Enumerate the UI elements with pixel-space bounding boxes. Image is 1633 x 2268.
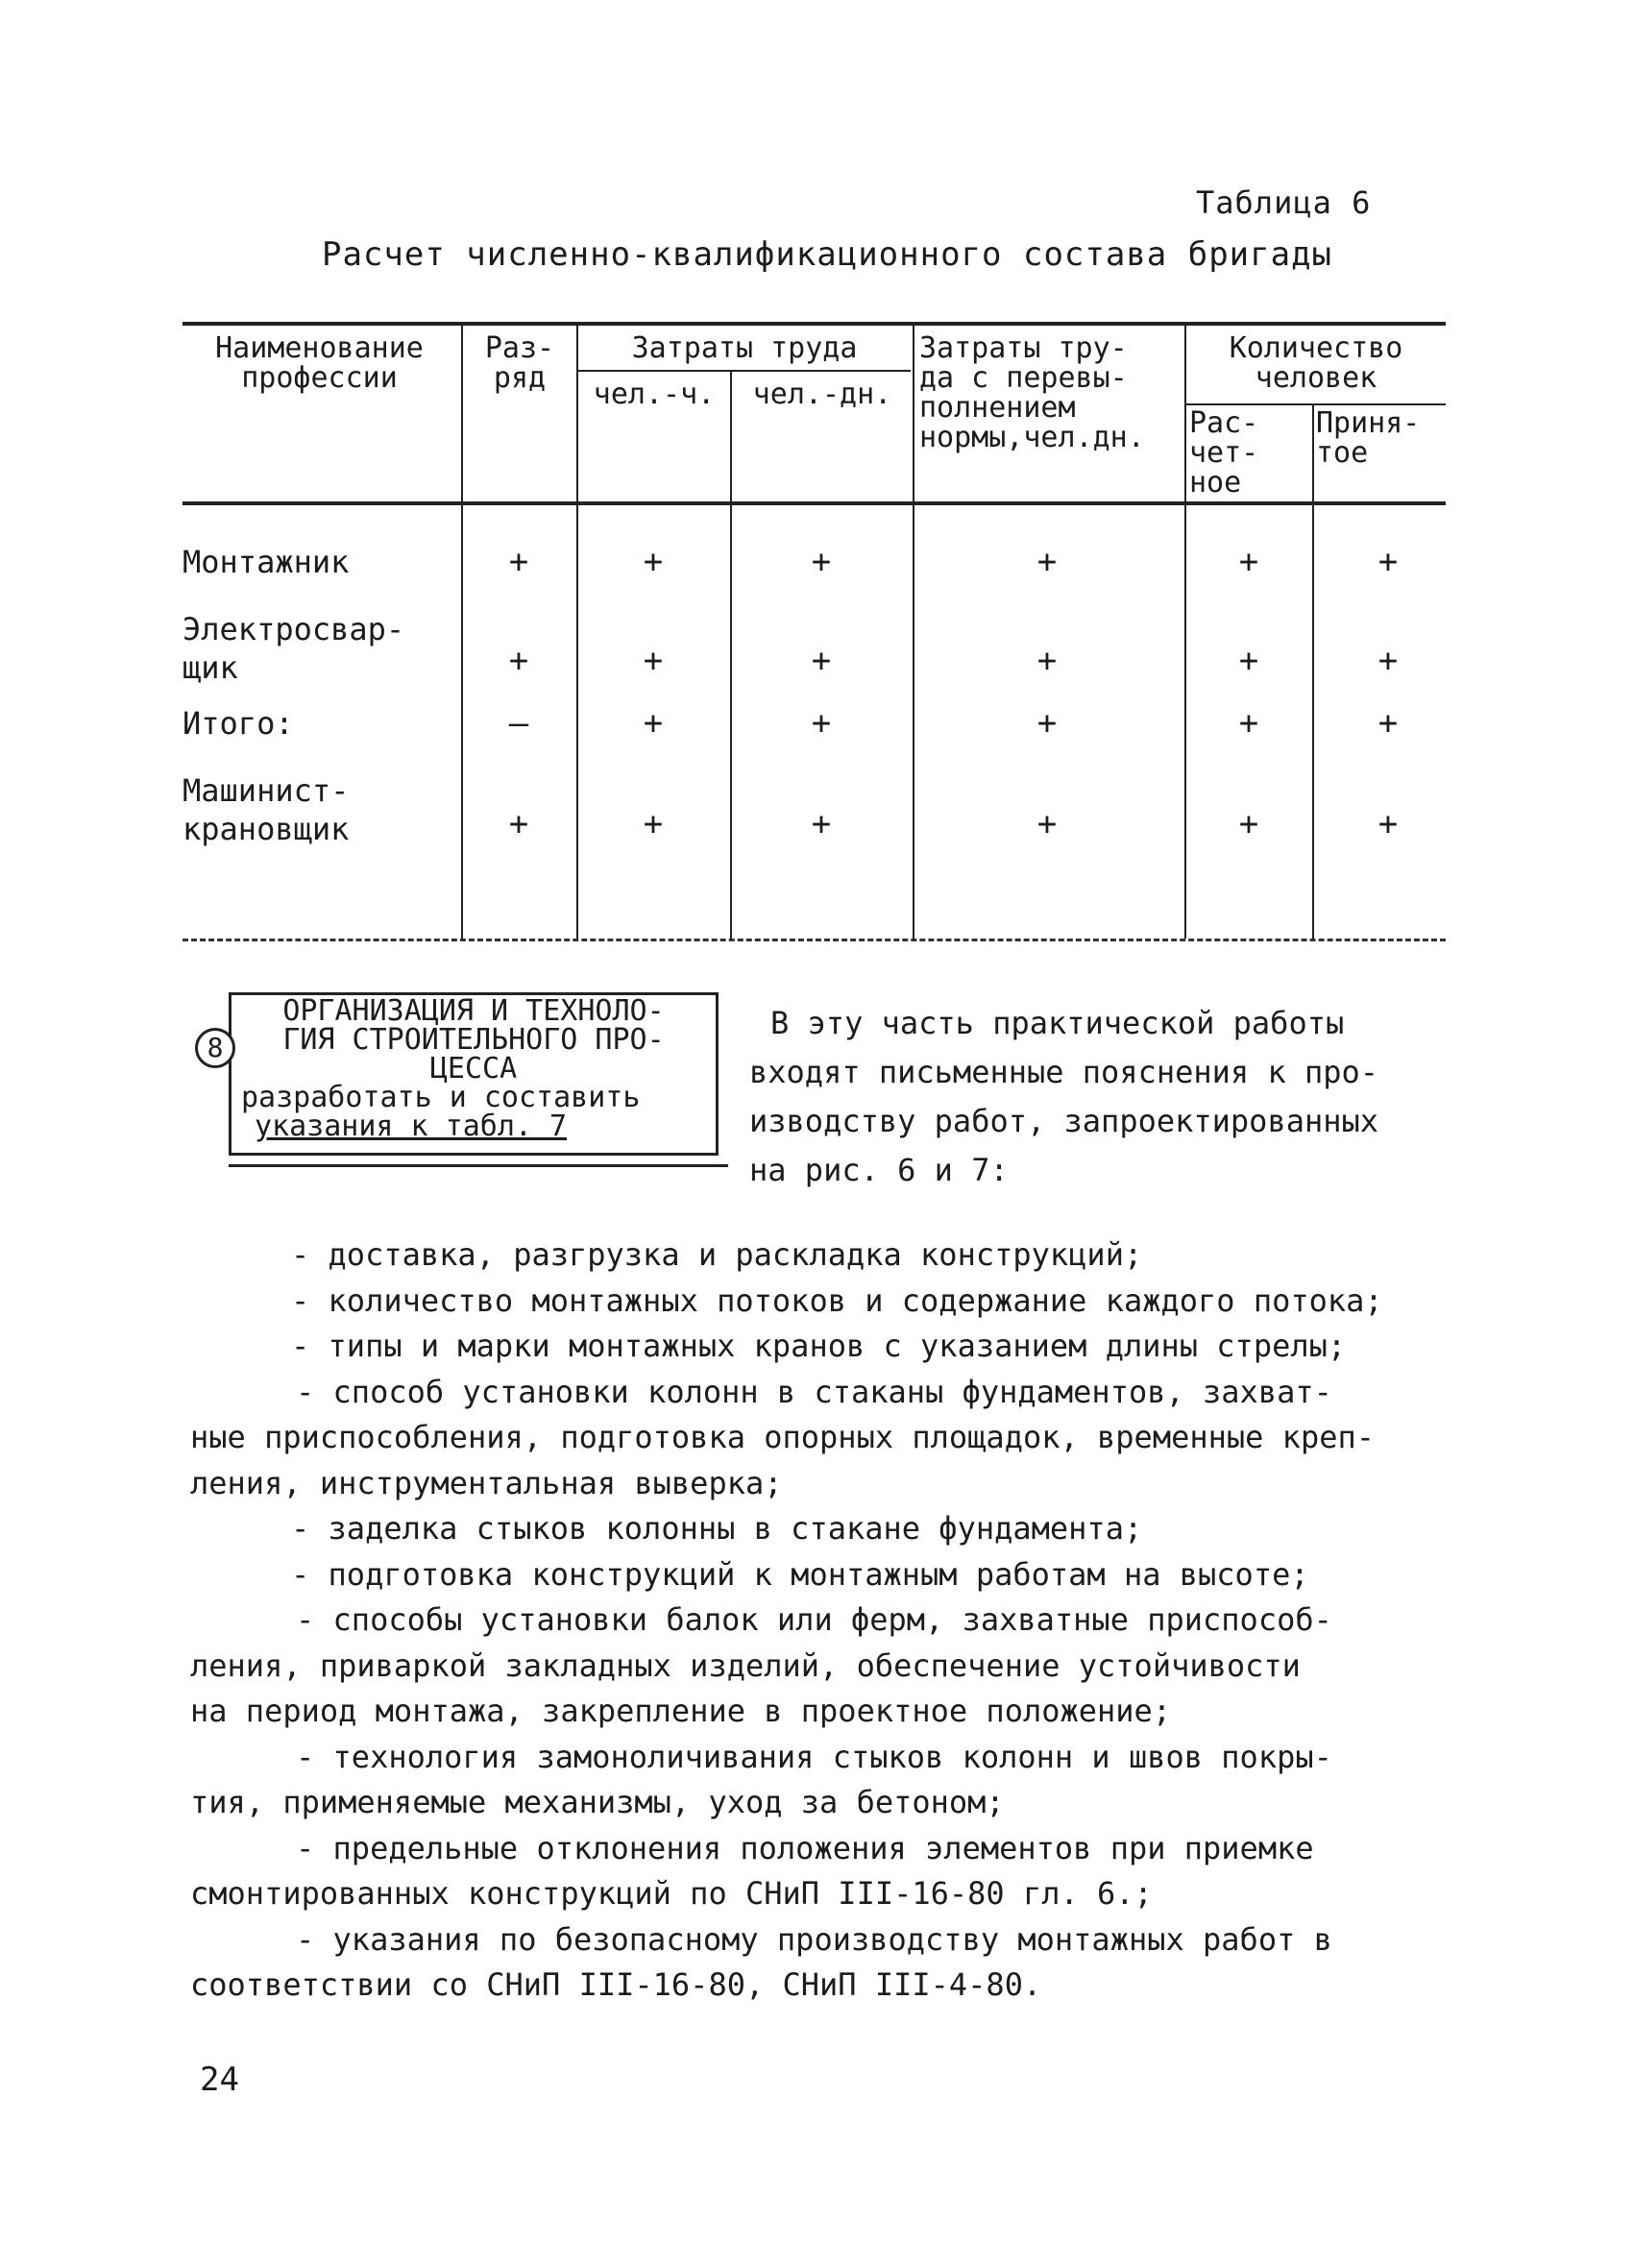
cell-mark: +	[811, 704, 832, 743]
table-bottom-rule	[183, 939, 1446, 941]
cell-mark: +	[811, 543, 832, 581]
cell-mark: +	[1377, 642, 1399, 680]
crew-table	[183, 322, 1446, 946]
section-intro	[749, 999, 1422, 1195]
header-line: Затраты тру-	[919, 331, 1128, 365]
header-line: Количество	[1229, 331, 1403, 365]
header-line: профессии	[241, 361, 398, 395]
header-labor-days: чел.-дн.	[752, 378, 892, 411]
list-line: - доставка, разгрузка и раскладка конструкций;	[291, 1236, 1143, 1273]
header-line: да с перевы-	[919, 361, 1128, 395]
requirements-list	[190, 1232, 1468, 2009]
col-divider	[1184, 322, 1186, 939]
page-number: 24	[200, 2061, 239, 2099]
cell-mark: +	[1238, 642, 1259, 680]
list-line: ления, приваркой закладных изделий, обеспечение устойчивости	[190, 1646, 1301, 1684]
cell-mark: +	[1377, 805, 1399, 843]
cell-mark: +	[1238, 704, 1259, 743]
intro-line: изводству работ, запроектированных	[749, 1103, 1379, 1139]
intro-line: на рис. 6 и 7:	[749, 1152, 1009, 1188]
header-labor-hours: чел.-ч.	[593, 378, 716, 411]
header-line: полнением	[919, 391, 1076, 425]
row-label-line: крановщик	[183, 811, 350, 847]
header-overfulfil	[919, 333, 1184, 452]
list-line: на период монтажа, закрепление в проектное положение;	[190, 1693, 1172, 1729]
list-line: тия, применяемые механизмы, уход за бетоном;	[190, 1784, 1005, 1820]
header-count	[1186, 333, 1446, 393]
list-line: соответствии со СНиП III-16-80, СНиП III-4-80.	[190, 1966, 1042, 2003]
row-label-line: щик	[183, 649, 238, 686]
cell-mark: +	[1238, 543, 1259, 581]
row-label-line: Монтажник	[183, 544, 350, 580]
list-line: ления, инструментальная выверка;	[190, 1464, 783, 1501]
count-subrule	[1186, 403, 1446, 405]
list-line: - технология замоноличивания стыков колонн и швов покры-	[296, 1738, 1332, 1775]
row-label-electrowelder	[183, 610, 442, 687]
section-task-line: разработать и составить	[241, 1081, 641, 1114]
col-divider	[1312, 403, 1314, 939]
labor-subrule	[578, 370, 911, 372]
cell-mark: +	[1036, 543, 1058, 581]
row-label-crane-operator	[183, 771, 442, 848]
list-line: ные приспособления, подготовка опорных площадок, временные креп-	[190, 1419, 1375, 1455]
list-line: - подготовка конструкций к монтажным работам на высоте;	[291, 1555, 1309, 1593]
header-count-accepted	[1316, 408, 1446, 468]
header-line: чет-	[1189, 436, 1259, 470]
list-line: смонтированных конструкций по СНиП III-16-80 гл. 6.;	[190, 1875, 1153, 1912]
section-heading-box	[229, 992, 719, 1156]
cell-mark: +	[643, 543, 664, 581]
list-line: - количество монтажных потоков и содержание каждого потока;	[291, 1281, 1383, 1319]
header-line: Наименование	[215, 331, 424, 365]
header-grade	[466, 333, 573, 393]
row-label-line: Итого:	[183, 705, 294, 742]
cell-mark: +	[643, 805, 664, 843]
list-line: - предельные отклонения положения элементов при приемке	[296, 1829, 1314, 1866]
table-top-rule	[183, 322, 1446, 326]
header-line: Раз-	[484, 331, 555, 365]
cell-mark: +	[508, 543, 529, 581]
section-title-line: ОРГАНИЗАЦИЯ И ТЕХНОЛО-	[282, 994, 665, 1028]
intro-line: входят письменные пояснения к про-	[749, 1054, 1379, 1090]
col-divider	[730, 370, 732, 939]
section-title-line: ЦЕССА	[429, 1052, 518, 1085]
header-count-calc	[1189, 408, 1312, 498]
cell-mark: +	[508, 805, 529, 843]
table-header-rule	[183, 501, 1446, 505]
cell-mark: +	[1238, 805, 1259, 843]
section-task-line: указания к табл. 7	[255, 1110, 568, 1143]
col-divider	[576, 322, 578, 939]
row-label-line: Машинист-	[183, 772, 350, 809]
list-line: - указания по безопасному производству монтажных работ в	[296, 1920, 1332, 1958]
header-line: ное	[1189, 466, 1242, 500]
cell-mark: +	[508, 642, 529, 680]
col-divider	[913, 322, 914, 939]
section-title-line: ГИЯ СТРОИТЕЛЬНОГО ПРО-	[282, 1023, 665, 1057]
row-label-total	[183, 704, 442, 743]
cell-mark: +	[1036, 642, 1058, 680]
cell-mark: +	[811, 642, 832, 680]
list-line: - типы и марки монтажных кранов с указанием длины стрелы;	[291, 1328, 1347, 1364]
cell-mark: +	[1377, 543, 1399, 581]
section-number-badge: 8	[195, 1028, 235, 1068]
cell-mark: +	[811, 805, 832, 843]
table-title: Расчет численно-квалификационного состава бригады	[322, 235, 1333, 274]
header-labor: Затраты труда	[631, 331, 858, 365]
header-line: Рас-	[1189, 406, 1259, 440]
cell-mark: +	[1036, 805, 1058, 843]
cell-mark: +	[643, 704, 664, 743]
table-number: Таблица 6	[1196, 184, 1372, 221]
cell-mark: +	[643, 642, 664, 680]
row-label-montazhnik	[183, 543, 442, 581]
header-line: тое	[1316, 436, 1369, 470]
header-profession	[183, 333, 456, 393]
col-divider	[461, 322, 463, 939]
list-line: - способы установки балок или ферм, захватные приспособ-	[296, 1601, 1332, 1638]
header-line: Приня-	[1316, 406, 1421, 440]
header-line: нормы,чел.дн.	[919, 421, 1145, 454]
list-line: - способ установки колонн в стаканы фундаментов, захват-	[296, 1373, 1332, 1410]
cell-mark: –	[508, 704, 529, 743]
cell-mark: +	[1377, 704, 1399, 743]
row-label-line: Электросвар-	[183, 611, 405, 647]
section-underline	[229, 1164, 728, 1167]
header-line: человек	[1255, 361, 1377, 395]
intro-line: В эту часть практической работы	[770, 1005, 1345, 1041]
header-line: ряд	[493, 361, 547, 395]
list-line: - заделка стыков колонны в стакане фундамента;	[291, 1510, 1143, 1547]
cell-mark: +	[1036, 704, 1058, 743]
